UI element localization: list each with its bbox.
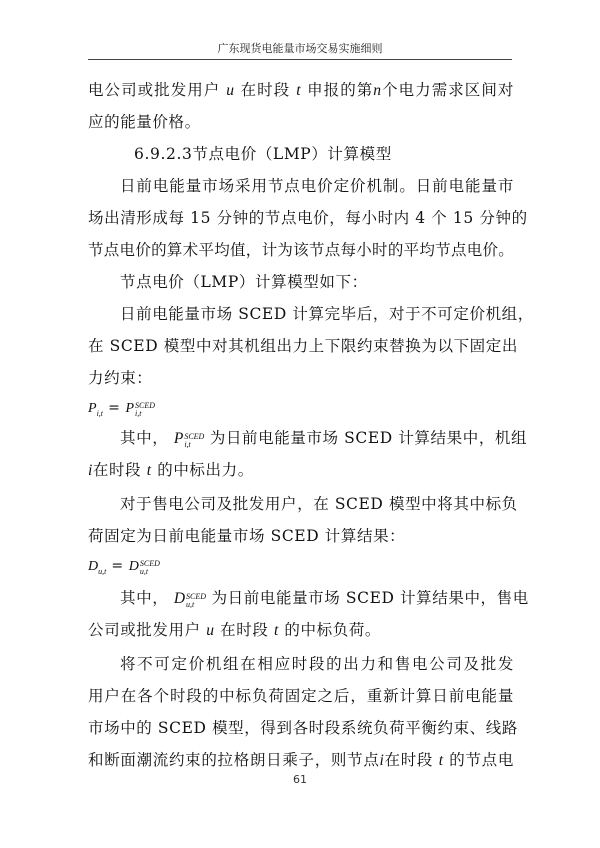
text-line-11: 其中， P SCED i,t 为日前电能量市场 SCED 计算结果中，机组 [120, 429, 528, 449]
text-line-8: 日前电能量市场 SCED 计算完毕后，对于不可定价机组， [120, 305, 534, 323]
formula-p-fixed: $P_{i,t} = P$ SCED i,t [88, 400, 156, 418]
text-line-19: 市场中的 SCED 模型，得到各时段系统负荷平衡约束、线路 [88, 719, 518, 737]
text-line-17: 将不可定价机组在相应时段的出力和售电公司及批发 [120, 655, 514, 673]
text-line-16: 公司或批发用户 u 在时段 t 的中标负荷。 [88, 621, 382, 639]
header-title: 广东现货电能量市场交易实施细则 [217, 42, 383, 55]
text-line-9: 在 SCED 模型中对其机组出力上下限约束替换为以下固定出 [88, 337, 518, 355]
header-rule [88, 59, 512, 60]
text-line-1: 电公司或批发用户 u 在时段 t 申报的第n个电力需求区间对 [88, 81, 514, 99]
text-line-20: 和断面潮流约束的拉格朗日乘子，则节点i在时段 t 的节点电 [88, 751, 514, 769]
section-heading: 6.9.2.3节点电价（LMP）计算模型 [134, 145, 392, 163]
text-line-5: 场出清形成每 15 分钟的节点电价，每小时内 4 个 15 分钟的 [88, 209, 528, 227]
text-line-4: 日前电能量市场采用节点电价定价机制。日前电能量市 [120, 177, 514, 195]
text-line-10: 力约束： [88, 369, 153, 387]
text-line-15: 其中， D SCED u,t 为日前电能量市场 SCED 计算结果中，售电 [120, 589, 529, 609]
text-line-14: 荷固定为日前电能量市场 SCED 计算结果： [88, 527, 406, 545]
text-line-6: 节点电价的算术平均值，计为该节点每小时的平均节点电价。 [88, 241, 514, 259]
text-line-7: 节点电价（LMP）计算模型如下： [120, 273, 368, 291]
text-line-12: i在时段 t 的中标出力。 [88, 461, 254, 479]
text-line-2: 应的能量价格。 [88, 113, 201, 131]
formula-d-fixed: $D_{u,t} = D$ SCED u,t [88, 558, 160, 576]
page-number: 61 [293, 773, 307, 786]
text-line-13: 对于售电公司及批发用户，在 SCED 模型中将其中标负 [120, 495, 518, 513]
text-line-18: 用户在各个时段的中标负荷固定之后，重新计算日前电能量 [88, 687, 514, 705]
